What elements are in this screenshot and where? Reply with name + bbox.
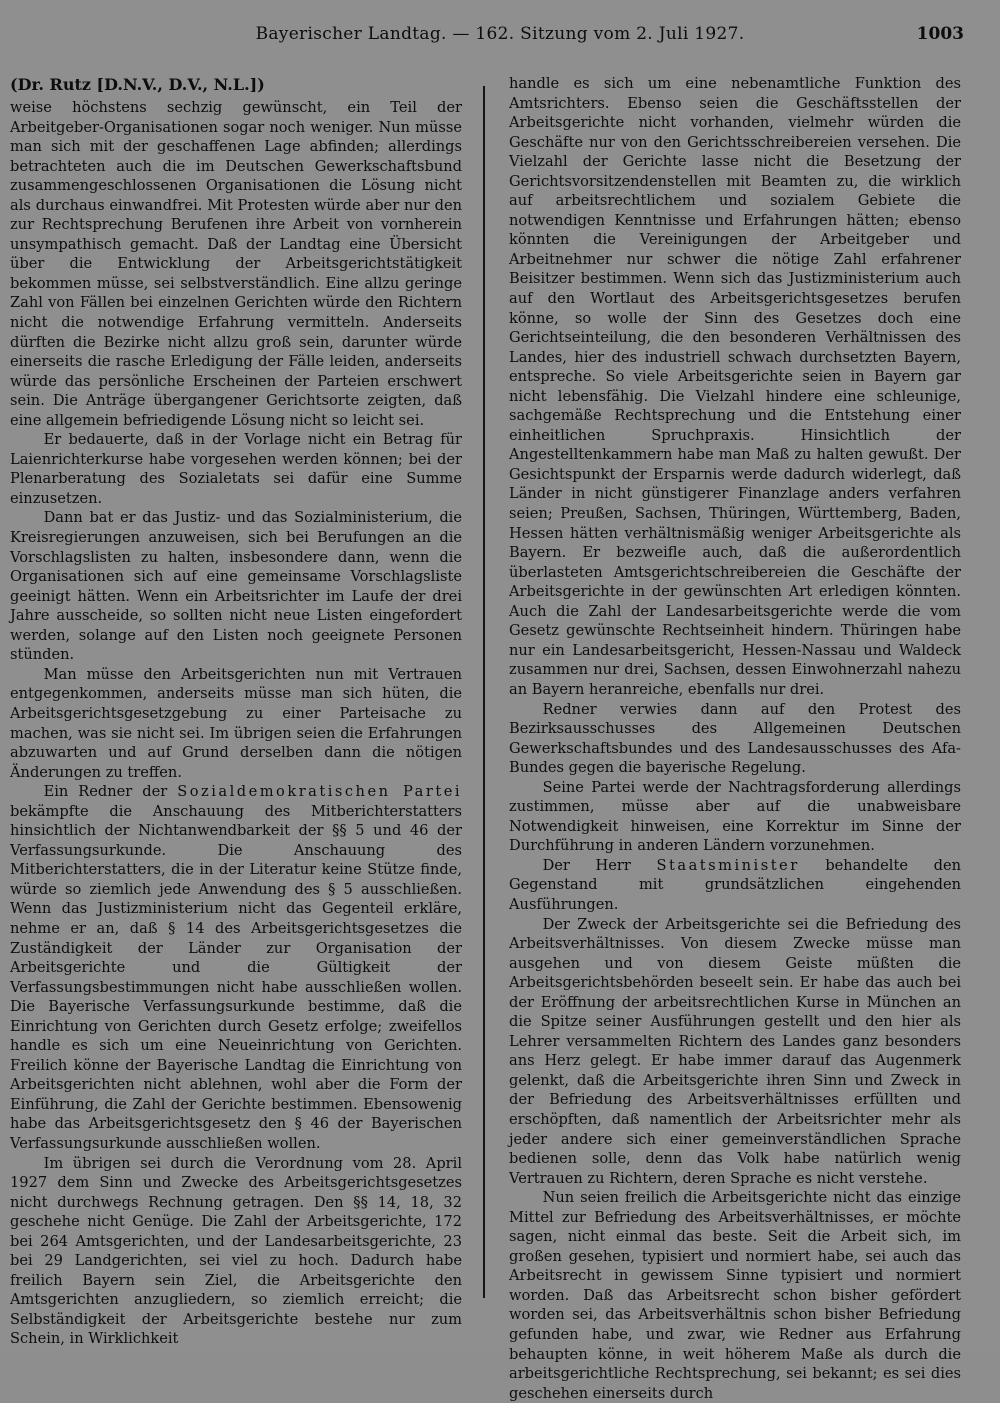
right-column	[509, 74, 961, 1403]
paragraph-start: Ein Redner der	[43, 783, 168, 801]
paragraph: Im übrigen sei durch die Verordnung vom 28. April 1927 dem Sinn und Zwecke des Arbeitsgerichtsgesetzes nicht durchwegs Rechnung getragen. Den §§ 14, 18, 32 geschehe nicht Genüge. Die Zahl der Arbeitsgerichte, 172 bei 264 Amtsgerichten, und der Landesarbeitsgerichte, 23 bei 29 Landgerichten, sei viel zu hoch. Dadurch habe freilich Bayern sein Ziel, die Arbeitsgerichte den Amtsgerichten anzugliedern, so ziemlich erreicht; die Selbständigkeit der Arbeitsgerichte bestehe nur zum Schein, in Wirklichkeit	[10, 1154, 462, 1348]
paragraph: Nun seien freilich die Arbeitsgerichte nicht das einzige Mittel zur Befriedung des Arbeitsverhältnisses, er möchte sagen, nicht einmal das beste. Seit die Arbeit sich, im großen gesehen, typisiert und normiert habe, sei auch das Arbeitsrecht in gewissem Sinne typisiert und normiert worden. Daß das Arbeitsrecht schon bisher gefördert worden sei, das Arbeitsverhältnis schon bisher Befriedung gefunden habe, und zwar, wie Redner aus Erfahrung behaupten könne, in weit höherem Maße als durch die arbeitsgerichtliche Rechtsprechung, sei bekannt; es sei dies geschehen einerseits durch	[509, 1189, 961, 1402]
page-number: 1003	[916, 24, 964, 44]
paragraph-start: Der Herr	[542, 856, 631, 874]
paragraph	[509, 856, 961, 915]
column-divider	[483, 86, 485, 1298]
paragraph: weise höchstens sechzig gewünscht, ein Teil der Arbeitgeber-Organisationen sogar noch weniger. Nun müsse man sich mit der geschaffenen Lage abfinden; allerdings betrachteten auch die im Deutschen Gewerkschaftsbund zusammengeschlossenen Organisationen die Lösung nicht als durchaus einwandfrei. Mit Protesten würde aber nur den zur Rechtsprechung Berufenen ihre Arbeit von vornherein unsympathisch gemacht. Daß der Landtag eine Übersicht über die Entwicklung der Arbeitsgerichtstätigkeit bekommen müsse, sei selbstverständlich. Eine allzu geringe Zahl von Fällen bei einzelnen Gerichten würde den Richtern nicht die notwendige Erfahrung vermitteln. Anderseits dürften die Bezirke nicht allzu groß sein, darunter würde einerseits die rasche Erledigung der Fälle leiden, anderseits würde das persönliche Erscheinen der Parteien erschwert sein. Die Anträge übergangener Gerichtsorte zeigten, daß eine allgemein befriedigende Lösung nicht so leicht sei.	[10, 99, 462, 429]
paragraph: Redner verwies dann auf den Protest des Bezirksausschusses des Allgemeinen Deutschen Gewerkschaftsbundes und des Landesausschusses des Afa-Bundes gegen die bayerische Regelung.	[509, 700, 961, 777]
spaced-emphasis: Staatsminister	[656, 856, 800, 874]
paragraph: Der Zweck der Arbeitsgerichte sei die Befriedung des Arbeitsverhältnisses. Von diesem Zwecke müsse man ausgehen und von diesem Geiste müßten die Arbeitsgerichtsbehörden beseelt sein. Er habe das auch bei der Eröffnung der arbeitsrechtlichen Kurse in München an die Spitze seiner Ausführungen gestellt und den hier als Lehrer versammelten Richtern des Landes ganz besonders ans Herz gelegt. Er habe immer darauf das Augenmerk gelenkt, daß die Arbeitsgerichte ihren Sinn und Zweck in der Befriedung des Arbeitsverhältnisses erfüllten und erschöpften, daß namentlich der Arbeitsrichter mehr als jeder andere sich einer gemeinverständlichen Sprache bedienen solle, denn das Volk habe natürlich wenig Vertrauen zu Richtern, deren Sprache es nicht verstehe.	[509, 915, 961, 1187]
paragraph-rest: bekämpfte die Anschauung des Mitberichterstatters hinsichtlich der Nichtanwendbarkeit der §§ 5 und 46 der Verfassungsurkunde. Die Anschauung des Mitberichterstatters, die in der Literatur keine Stütze finde, würde so ziemlich jede Anwendung des § 5 ausschließen. Wenn das Justizministerium nicht das Gegenteil erkläre, nehme er an, daß § 14 des Arbeitsgerichtsgesetzes die Zuständigkeit der Länder zur Organisation der Arbeitsgerichte und die Gültigkeit der Verfassungsbestimmungen nicht habe ausschließen wollen. Die Bayerische Verfassungsurkunde bestimme, daß die Einrichtung von Gerichten durch Gesetz erfolge; zweifellos handle es sich um eine Neueinrichtung von Gerichten. Freilich könne der Bayerische Landtag die Einrichtung von Arbeitsgerichten nicht ablehnen, wohl aber die Form der Einführung, die Zahl der Gerichte bestimmen. Ebensowenig habe das Arbeitsgerichtsgesetz den § 46 der Bayerischen Verfassungsurkunde ausschließen wollen.	[10, 802, 462, 1152]
paragraph: handle es sich um eine nebenamtliche Funktion des Amtsrichters. Ebenso seien die Geschäftsstellen der Arbeitsgerichte nicht vorhanden, vielmehr würden die Geschäfte nur von den Gerichtsschreibereien versehen. Die Vielzahl der Gerichte lasse nicht die Besetzung der Gerichtsvorsitzendenstellen mit Beamten zu, die wirklich auf arbeitsrechtlichem und sozialem Gebiete die notwendigen Kenntnisse und Erfahrungen hätten; ebenso könnten die Vereinigungen der Arbeitgeber und Arbeitnehmer nur schwer die nötige Zahl erfahrener Beisitzer bestimmen. Wenn sich das Justizministerium auch auf den Wortlaut des Arbeitsgerichtsgesetzes berufen könne, so wolle der Sinn des Gesetzes doch eine Gerichtseinteilung, die den besonderen Verhältnissen des Landes, hier des industriell schwach durchsetzten Bayern, entspreche. So viele Arbeitsgerichte seien in Bayern gar nicht lebensfähig. Die Vielzahl hindere eine schleunige, sachgemäße Rechtsprechung und die Entstehung einer einheitlichen Spruchpraxis. Hinsichtlich der Angestelltenkammern habe man Maß zu halten gewußt. Der Gesichtspunkt der Ersparnis werde dadurch widerlegt, daß Länder in nicht günstigerer Finanzlage anders verfahren seien; Preußen, Sachsen, Thüringen, Württemberg, Baden, Hessen hätten verhältnismäßig weniger Arbeitsgerichte als Bayern. Er bezweifle auch, daß die außerordentlich überlasteten Amtsgerichtschreibereien die Geschäfte der Arbeitsgerichte in der gewünschten Art erledigen könnten. Auch die Zahl der Landesarbeitsgerichte werde die vom Gesetz gewünschte Rechtseinheit hindern. Thüringen habe nur ein Landesarbeitsgericht, Hessen-Nassau und Waldeck zusammen nur drei, Sachsen, dessen Einwohnerzahl nahezu an Bayern heranreiche, ebenfalls nur drei.	[509, 75, 961, 698]
speaker-label: (Dr. Rutz [D.N.V., D.V., N.L.])	[10, 75, 265, 94]
paragraph: Man müsse den Arbeitsgerichten nun mit Vertrauen entgegenkommen, anderseits müsse man sich hüten, die Arbeitsgerichtsgesetzgebung zu einer Parteisache zu machen, was sie nicht sei. Im übrigen seien die Erfahrungen abzuwarten und auf Grund derselben dann die nötigen Änderungen zu treffen.	[10, 665, 462, 781]
paragraph: Seine Partei werde der Nachtragsforderung allerdings zustimmen, müsse aber auf die unabweisbare Notwendigkeit hinweisen, eine Korrektur im Sinne der Durchführung in anderen Ländern vorzunehmen.	[509, 778, 961, 855]
page-header	[0, 24, 1000, 52]
spaced-emphasis: Sozialdemokratischen Partei	[177, 783, 462, 801]
paragraph-rest: behandelte den Gegenstand mit grundsätzlichen eingehenden Ausführungen.	[509, 856, 961, 913]
left-column	[10, 74, 462, 1349]
paragraph: Dann bat er das Justiz- und das Sozialministerium, die Kreisregierungen anzuweisen, sich bei Berufungen an die Vorschlagslisten zu halten, insbesondere dann, wenn die Organisationen sich auf eine gemeinsame Vorschlagsliste geeinigt hätten. Wenn ein Arbeitsrichter im Laufe der drei Jahre ausscheide, so sollten nicht neue Listen eingefordert werden, solange auf den Listen noch geeignete Personen stünden.	[10, 509, 462, 664]
running-title: Bayerischer Landtag. — 162. Sitzung vom 2. Juli 1927.	[255, 24, 745, 44]
paragraph	[10, 782, 462, 1153]
paragraph: Er bedauerte, daß in der Vorlage nicht ein Betrag für Laienrichterkurse habe vorgesehen werden können; bei der Plenarberatung des Sozialetats sei dafür eine Summe einzusetzen.	[10, 431, 462, 507]
